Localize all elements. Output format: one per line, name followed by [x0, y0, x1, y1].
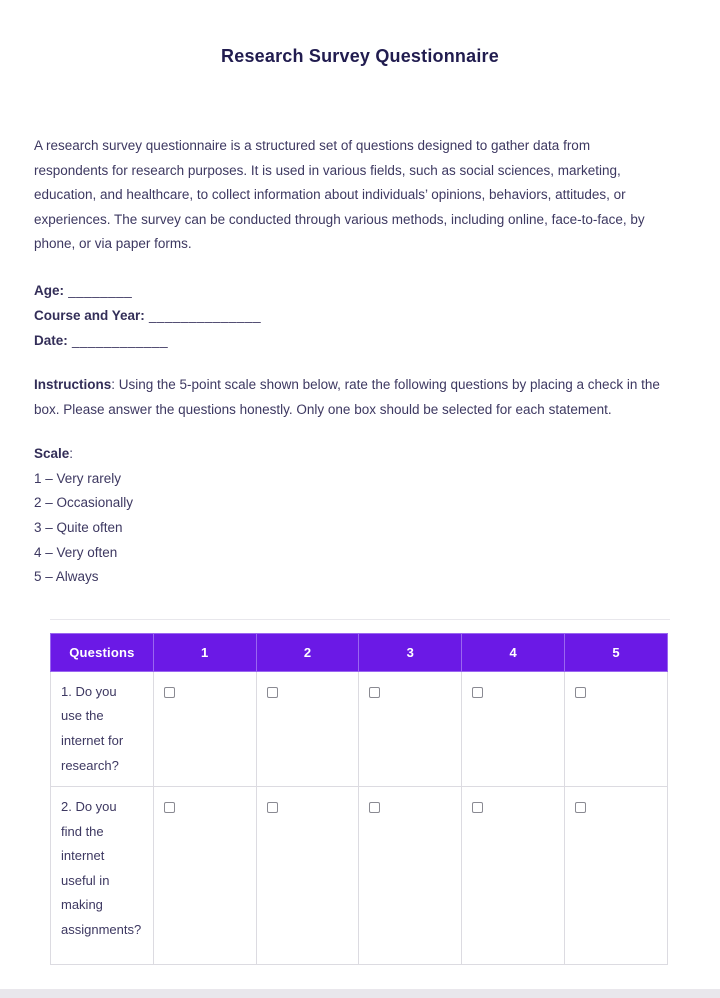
- empty-checkbox-icon[interactable]: [472, 687, 483, 698]
- scale-item-4: 4 – Very often: [34, 544, 118, 560]
- scale-colon: :: [69, 446, 74, 462]
- header-cell-5: 5: [565, 633, 668, 671]
- age-label: Age:: [34, 282, 64, 298]
- field-age: [34, 278, 720, 303]
- empty-checkbox-icon[interactable]: [267, 802, 278, 813]
- intro-paragraph: A research survey questionnaire is a structured set of questions designed to gather data from respondents for research purposes. It is used in various fields, such as social sciences, marketing, education, and healthcare, to collect information about individuals’ opinions, behaviors, attitudes, or experiences. The survey can be conducted through various methods, including online, face-to-face, by phone, or via paper forms.: [34, 138, 645, 252]
- field-date: [34, 328, 720, 353]
- scale-list: [34, 467, 720, 590]
- date-blank[interactable]: ____________: [67, 332, 169, 348]
- scale-item-3: 3 – Quite often: [34, 519, 123, 535]
- empty-checkbox-icon[interactable]: [575, 802, 586, 813]
- field-course-and-year: [34, 303, 720, 328]
- fill-in-fields: [34, 278, 720, 353]
- empty-checkbox-icon[interactable]: [575, 687, 586, 698]
- scale-section: [34, 442, 720, 590]
- header-cell-2: 2: [256, 633, 359, 671]
- table-row-question-1: [51, 671, 668, 786]
- scale-item-1: 1 – Very rarely: [34, 470, 122, 486]
- answer-cell-q1-5: [565, 671, 668, 786]
- table-row-question-2: [51, 787, 668, 965]
- instructions-text: : Using the 5-point scale shown below, rate the following questions by placing a check in the box. Please answer the questions honestly. Only one box should be selected for each statement.: [34, 376, 660, 417]
- answer-cell-q2-5: [565, 787, 668, 965]
- page-title: Research Survey Questionnaire: [221, 46, 499, 66]
- empty-checkbox-icon[interactable]: [472, 802, 483, 813]
- empty-checkbox-icon[interactable]: [369, 687, 380, 698]
- scale-item-2: 2 – Occasionally: [34, 495, 134, 511]
- answer-cell-q1-4: [462, 671, 565, 786]
- question-cell-1: 1. Do you use the internet for research?: [51, 671, 154, 786]
- survey-table-header: [51, 633, 668, 671]
- answer-cell-q2-3: [359, 787, 462, 965]
- answer-cell-q1-3: [359, 671, 462, 786]
- age-blank[interactable]: ________: [64, 282, 133, 298]
- scale-heading: [34, 442, 720, 467]
- header-cell-questions: Questions: [51, 633, 154, 671]
- answer-cell-q2-1: [153, 787, 256, 965]
- instructions-paragraph: [34, 373, 668, 422]
- header-cell-3: 3: [359, 633, 462, 671]
- header-cell-1: 1: [153, 633, 256, 671]
- header-cell-4: 4: [462, 633, 565, 671]
- empty-checkbox-icon[interactable]: [164, 802, 175, 813]
- date-label: Date:: [34, 332, 68, 348]
- question-cell-2: 2. Do you find the internet useful in making assignments?: [51, 787, 154, 965]
- answer-cell-q1-2: [256, 671, 359, 786]
- course-year-blank[interactable]: ______________: [144, 307, 262, 323]
- answer-cell-q2-2: [256, 787, 359, 965]
- empty-checkbox-icon[interactable]: [164, 687, 175, 698]
- divider-line: [50, 619, 670, 620]
- instructions-label: Instructions: [34, 376, 112, 392]
- course-year-label: Course and Year:: [34, 307, 145, 323]
- survey-table: [50, 633, 668, 965]
- page-bottom-gap: [0, 989, 720, 998]
- answer-cell-q1-1: [153, 671, 256, 786]
- answer-cell-q2-4: [462, 787, 565, 965]
- empty-checkbox-icon[interactable]: [267, 687, 278, 698]
- scale-item-5: 5 – Always: [34, 569, 99, 585]
- scale-label: Scale: [34, 446, 70, 462]
- empty-checkbox-icon[interactable]: [369, 802, 380, 813]
